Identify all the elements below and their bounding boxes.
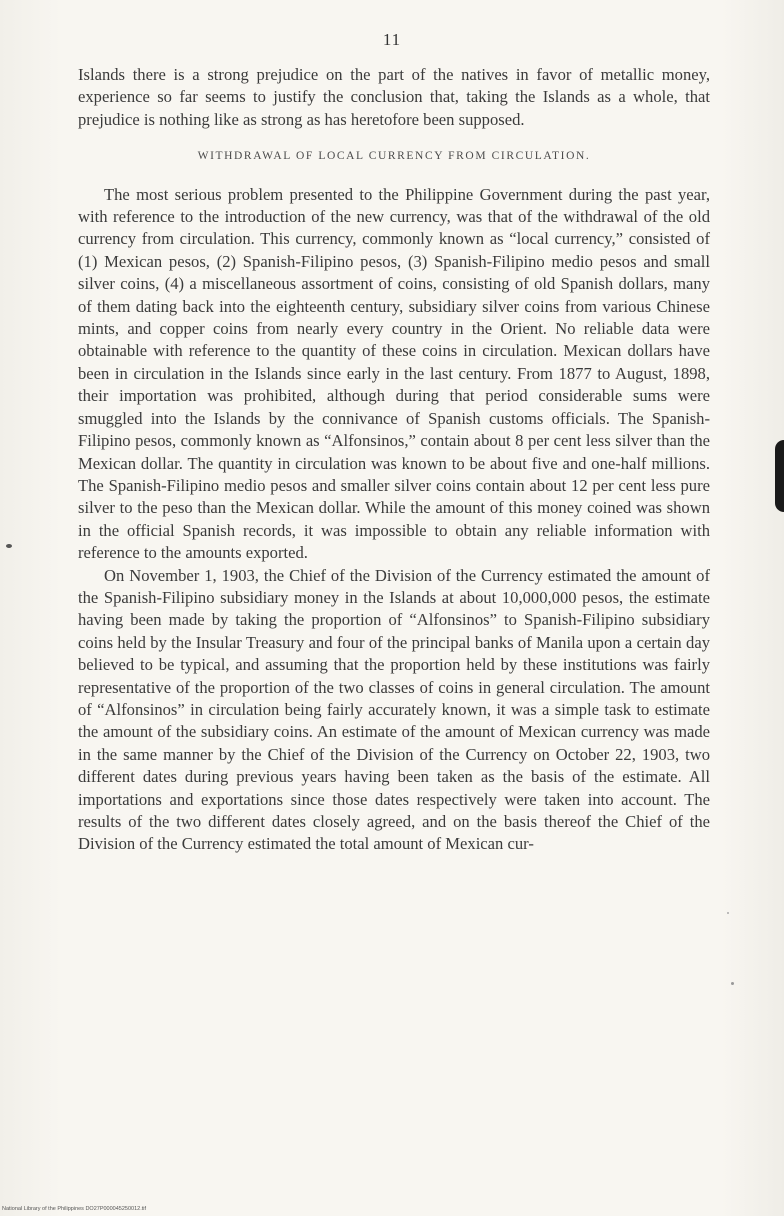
paragraph-continued: Islands there is a strong prejudice on the part of the natives in favor of metallic money, experience so far seems to justify the conclusion that, taking the Islands as a whole, that prejudice is nothing like as strong as has heretofore been supposed. [78,65,710,129]
scan-speck [6,544,12,548]
paragraph-estimates: On November 1, 1903, the Chief of the Division of the Currency estimated the amount of the Spanish-Filipino subsidiary money in the Islands at about 10,000,000 pesos, the estimate having been made by taking the proportion of “Alfonsinos” to Spanish-Filipino subsidiary coins held by the Insular Treasury and four of the principal banks of Manila upon a certain day believed to be typical, and assuming that the proportion held by these institutions was fairly representative of the proportion of the two classes of coins in general circulation. The amount of “Alfonsinos” in circulation being fairly accurately known, it was a simple task to estimate the amount of the subsidiary coins. An estimate of the amount of Mexican currency was made in the same manner by the Chief of the Division of the Currency on October 22, 1903, two different dates during previous years having been taken as the basis of the estimate. All importations and exportations since those dates respectively were taken into account. The results of the two different dates closely agreed, and on the basis thereof the Chief of the Division of the Currency estimated the total amount of Mexican cur- [78,565,710,854]
paragraph-local-currency: The most serious problem presented to the Philippine Government during the past year, with reference to the introduction of the new currency, was that of the withdrawal of the old currency from circulation. This currency, commonly known as “local currency,” consisted of (1) Mexican pesos, (2) Spanish-Filipino pesos, (3) Spanish-Filipino medio pesos and small silver coins, (4) a miscellaneous assortment of coins, consisting of old Spanish dollars, many of them dating back into the eighteenth century, subsidiary silver coins from various Chinese mints, and copper coins from nearly every country in the Orient. No reliable data were obtainable with reference to the quantity of these coins in circulation. Mexican dollars have been in circulation in the Islands since early in the last century. From 1877 to August, 1898, their importation was prohibited, although during that period considerable sums were smuggled into the Islands by the connivance of Spanish customs officials. The Spanish-Filipino pesos, commonly known as “Alfonsinos,” contain about 8 per cent less silver than the Mexican dollar. The quantity in circulation was known to be about five and one-half millions. The Spanish-Filipino medio pesos and smaller silver coins contain about 12 per cent less pure silver to the peso than the Mexican dollar. While the amount of this money coined was shown in the official Spanish records, it was impossible to obtain any reliable information with reference to the amounts exported. [78,184,710,563]
scan-speck [727,912,729,914]
scan-footer-stamp: National Library of the Philippines DO27P000045250012.tif [2,1206,147,1212]
page-body [78,64,710,856]
section-heading: WITHDRAWAL OF LOCAL CURRENCY FROM CIRCULATION. [197,150,591,163]
scan-speck [731,982,734,985]
page-number: 11 [382,30,402,49]
binding-shadow [775,440,784,512]
